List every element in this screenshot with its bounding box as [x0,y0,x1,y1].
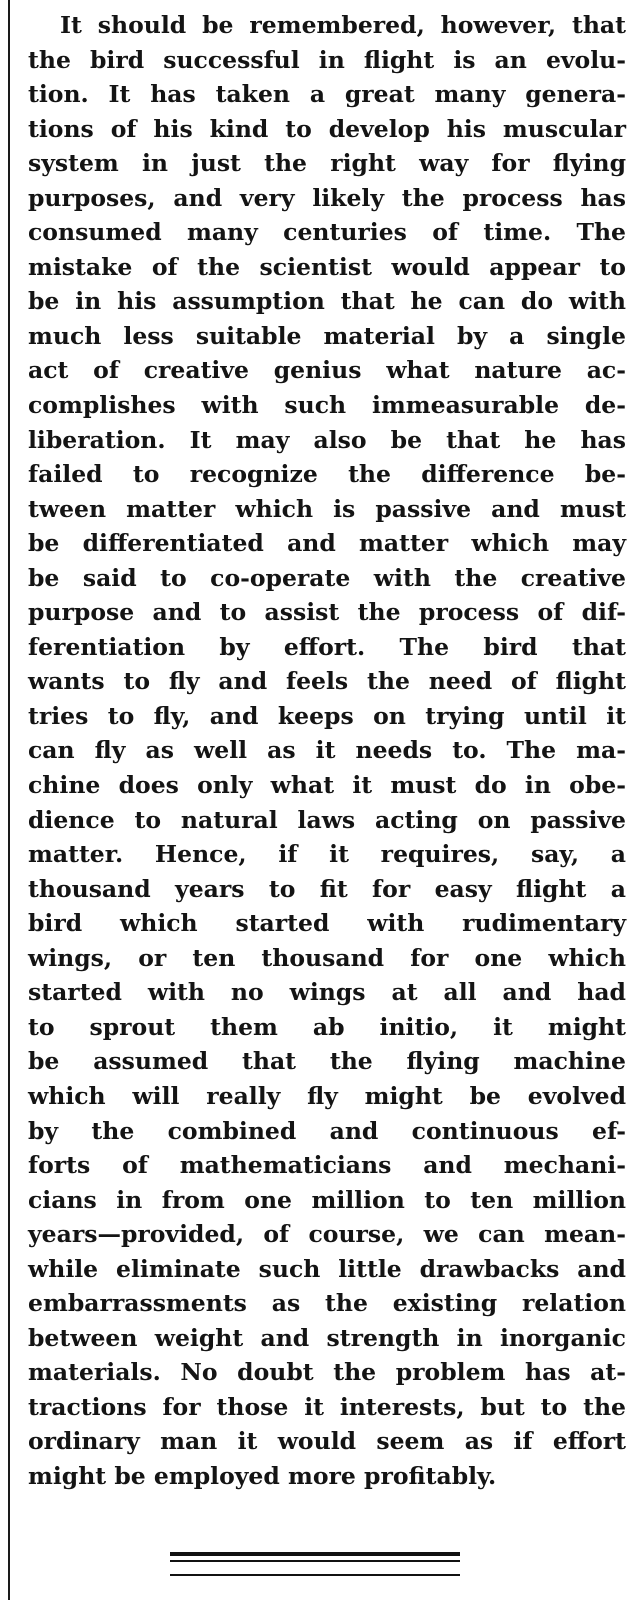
text-line: purpose and to assist the process of dif- [28,598,626,627]
text-line: the bird successful in flight is an evolu- [28,45,626,74]
text-line: much less suitable material by a single [28,321,626,350]
text-line: It should be remembered, however, that [60,11,626,39]
text-line: matter. Hence, if it requires, say, a [28,840,626,869]
text-line: liberation. It may also be that he has [28,425,626,454]
text-line: be differentiated and matter which may [28,529,626,558]
text-line: complishes with such immeasurable de- [28,391,626,420]
text-line: tractions for those it interests, but to the [28,1392,626,1421]
text-line: between weight and strength in inorganic [28,1323,626,1352]
text-line: which will really fly might be evolved [28,1081,626,1110]
text-line: ordinary man it would seem as if effort [28,1427,626,1456]
text-line: be said to co-operate with the creative [28,563,626,592]
text-line: chine does only what it must do in obe- [28,771,626,800]
text-line: failed to recognize the difference be- [28,460,626,489]
text-line: thousand years to fit for easy flight a [28,874,626,903]
text-line: to sprout them ab initio, it might [28,1012,626,1041]
end-rule [170,1560,460,1562]
text-line: can fly as well as it needs to. The ma- [28,736,626,765]
text-line: dience to natural laws acting on passive [28,805,626,834]
text-line: might be employed more profitably. [28,1461,497,1490]
text-line: years—provided, of course, we can mean- [28,1220,626,1249]
text-line: act of creative genius what nature ac- [28,356,626,385]
text-line: bird which started with rudimentary [28,909,626,938]
end-rule [170,1574,460,1576]
article-column [28,8,626,1494]
text-line: cians in from one million to ten million [28,1185,626,1214]
text-line: tions of his kind to develop his muscular [28,114,626,143]
text-line: system in just the right way for flying [28,149,626,178]
text-line: consumed many centuries of time. The [28,218,626,247]
end-rule [170,1552,460,1556]
text-line: forts of mathematicians and mechani- [28,1151,626,1180]
text-line: mistake of the scientist would appear to [28,252,626,281]
text-line: materials. No doubt the problem has at- [28,1358,626,1387]
text-line: started with no wings at all and had [28,978,626,1007]
text-line: tween matter which is passive and must [28,494,626,523]
text-line: by the combined and continuous ef- [28,1116,626,1145]
text-line: tries to fly, and keeps on trying until it [28,701,626,730]
text-line: be in his assumption that he can do with [28,287,626,316]
text-line: ferentiation by effort. The bird that [28,632,626,661]
text-line: wings, or ten thousand for one which [28,943,626,972]
text-line: while eliminate such little drawbacks and [28,1254,626,1283]
column-rule [8,0,10,1600]
text-line: purposes, and very likely the process has [28,183,626,212]
text-line: wants to fly and feels the need of flight [28,667,626,696]
text-line: embarrassments as the existing relation [28,1289,626,1318]
text-line: tion. It has taken a great many genera- [28,80,626,109]
text-line: be assumed that the flying machine [28,1047,626,1076]
